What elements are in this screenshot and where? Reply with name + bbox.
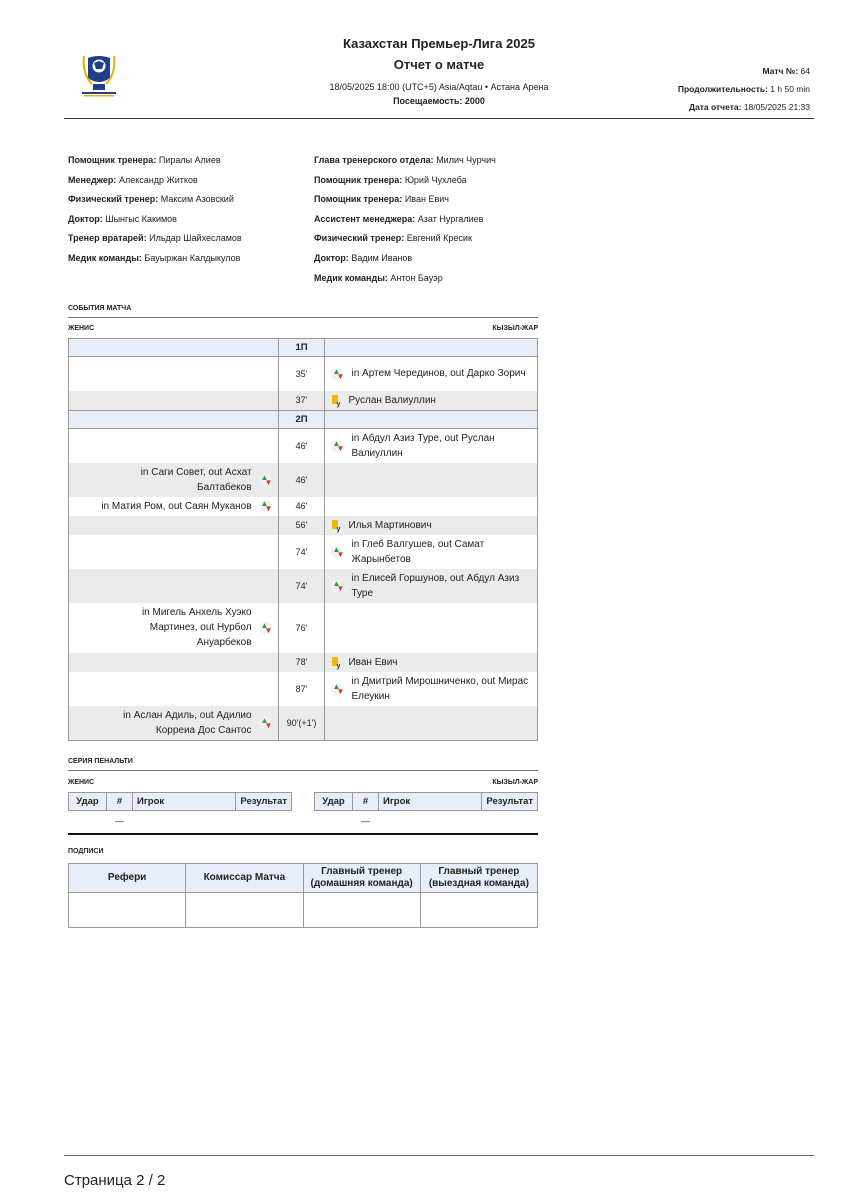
report-date-value: 18/05/2025 21:33 xyxy=(743,102,810,112)
event-minute: 37' xyxy=(278,391,325,411)
event-minute: 46' xyxy=(278,497,325,516)
half-label: 2П xyxy=(278,410,325,428)
staff-item xyxy=(68,171,242,191)
col-player: Игрок xyxy=(379,793,482,811)
staff-name: Пиралы Алиев xyxy=(158,155,221,165)
empty-cell xyxy=(133,811,236,831)
staff-name: Ильдар Шайхесламов xyxy=(149,233,242,244)
signature-box xyxy=(420,893,537,928)
staff-role: Помощник тренера: xyxy=(68,155,157,165)
home-staff-list xyxy=(68,151,242,269)
duration-value: 1 h 50 min xyxy=(770,84,810,94)
empty-marker: — xyxy=(115,815,124,826)
substitution-icon: ▲ ▼ xyxy=(332,438,345,453)
match-number-label: Матч №: xyxy=(762,66,799,76)
sig-away-coach xyxy=(420,864,537,893)
event-away xyxy=(325,428,538,463)
event-home xyxy=(69,535,279,569)
report-date xyxy=(678,98,810,116)
empty-cell xyxy=(69,811,107,831)
event-text: Илья Мартинович xyxy=(348,519,432,531)
divider xyxy=(68,770,538,771)
staff-name: Евгений Кресик xyxy=(406,233,472,244)
event-away xyxy=(325,516,538,535)
staff-name: Шынгыс Какимов xyxy=(105,213,177,224)
col-result: Результат xyxy=(482,793,538,811)
event-row xyxy=(69,706,538,741)
divider xyxy=(68,317,538,318)
signatures-header-row xyxy=(69,864,538,893)
substitution-icon: ▲ ▼ xyxy=(332,366,345,381)
staff-item xyxy=(314,151,496,171)
event-home xyxy=(69,428,279,463)
event-home xyxy=(69,672,279,706)
half-label: 1П xyxy=(278,339,325,357)
attendance: Посещаемость: 2000 xyxy=(393,96,485,106)
event-home xyxy=(69,569,279,603)
event-away xyxy=(325,672,538,706)
event-row xyxy=(69,569,538,603)
col-shot: Удар xyxy=(315,793,353,811)
event-row xyxy=(69,497,538,516)
event-home xyxy=(69,357,279,391)
substitution-icon: ▲ ▼ xyxy=(260,472,273,487)
staff-role: Глава тренерского отдела: xyxy=(314,155,434,165)
half-header-away xyxy=(325,339,538,357)
event-minute: 74' xyxy=(278,569,325,603)
staff-role: Менеджер: xyxy=(68,174,117,185)
event-minute: 74' xyxy=(278,535,325,569)
event-minute: 90'(+1') xyxy=(278,706,325,741)
event-away xyxy=(325,706,538,741)
event-row xyxy=(69,535,538,569)
event-row xyxy=(69,463,538,497)
event-away xyxy=(325,535,538,569)
event-away xyxy=(325,391,538,411)
penalties-header-row xyxy=(69,793,292,811)
event-minute: 56' xyxy=(278,516,325,535)
staff-name: Азат Нургалиев xyxy=(417,213,484,224)
empty-cell xyxy=(236,811,292,831)
staff-item xyxy=(314,190,496,210)
penalties-team-row xyxy=(68,779,538,786)
event-minute: 46' xyxy=(278,428,325,463)
away-staff-list xyxy=(314,151,496,288)
event-text: in Глеб Валгушев, out Самат Жарынбетов xyxy=(351,538,485,565)
header-meta xyxy=(678,62,810,116)
col-player: Игрок xyxy=(133,793,236,811)
event-away xyxy=(325,463,538,497)
event-text: in Елисей Горшунов, out Абдул Азиз Туре xyxy=(351,572,520,599)
empty-marker: — xyxy=(361,815,370,826)
event-row xyxy=(69,391,538,411)
sig-home-coach xyxy=(303,864,420,893)
half-header-away xyxy=(325,410,538,428)
signature-box xyxy=(303,893,420,928)
divider xyxy=(68,833,538,835)
penalties-empty-row xyxy=(315,811,538,831)
substitution-icon: ▲ ▼ xyxy=(332,544,345,559)
events-section-title: СОБЫТИЯ МАТЧА xyxy=(68,305,132,312)
signatures-blank-row xyxy=(69,893,538,928)
substitution-icon: ▲ ▼ xyxy=(332,578,345,593)
staff-item xyxy=(314,229,496,249)
event-away xyxy=(325,603,538,653)
event-text: Иван Евич xyxy=(348,656,398,668)
event-home xyxy=(69,706,279,741)
event-row xyxy=(69,516,538,535)
event-minute: 35' xyxy=(278,357,325,391)
substitution-icon: ▲ ▼ xyxy=(260,499,273,513)
signature-box xyxy=(186,893,303,928)
staff-role: Медик команды: xyxy=(68,252,142,263)
event-away xyxy=(325,357,538,391)
penalties-empty-row xyxy=(69,811,292,831)
event-home xyxy=(69,463,279,497)
event-row xyxy=(69,357,538,391)
event-home xyxy=(69,603,279,653)
sig-referee: Рефери xyxy=(69,864,186,893)
event-text: in Дмитрий Мирошниченко, out Мирас Елеукин xyxy=(351,675,529,702)
datetime-venue: 18/05/2025 18:00 (UTC+5) Asia/Aqtau • Астана Арена xyxy=(329,82,549,92)
staff-role: Медик команды: xyxy=(314,272,388,283)
report-date-label: Дата отчета: xyxy=(688,102,742,112)
col-number: # xyxy=(107,793,133,811)
page-number: Страница 2 / 2 xyxy=(64,1172,166,1189)
events-team-row xyxy=(68,325,538,332)
event-text: in Аслан Адиль, out Адилио Корреиа Дос Сантос xyxy=(123,709,252,736)
home-penalties-table xyxy=(68,792,292,831)
staff-item xyxy=(314,171,496,191)
col-result: Результат xyxy=(236,793,292,811)
staff-name: Бауыржан Калдыкулов xyxy=(144,252,241,263)
sig-away-coach-line1: Главный тренер xyxy=(438,866,520,877)
events-table xyxy=(68,338,538,741)
event-minute: 76' xyxy=(278,603,325,653)
event-away xyxy=(325,653,538,672)
match-number-value: 64 xyxy=(800,66,810,76)
staff-item xyxy=(68,190,242,210)
staff-name: Иван Евич xyxy=(404,194,449,205)
event-home xyxy=(69,653,279,672)
sig-away-coach-line2: (выездная команда) xyxy=(428,878,529,889)
half-header-home xyxy=(69,410,279,428)
yellow-card-icon xyxy=(331,520,340,531)
staff-item xyxy=(314,269,496,289)
staff-name: Александр Житков xyxy=(118,174,198,185)
staff-name: Вадим Иванов xyxy=(351,252,413,263)
signatures-table xyxy=(68,863,538,928)
signatures-section-title: ПОДПИСИ xyxy=(68,848,104,855)
staff-role: Физический тренер: xyxy=(68,194,159,205)
signature-box xyxy=(69,893,186,928)
event-text: in Матия Ром, out Саян Муканов xyxy=(101,500,252,512)
staff-role: Физический тренер: xyxy=(314,233,405,244)
event-home xyxy=(69,497,279,516)
substitution-icon: ▲ ▼ xyxy=(260,620,273,635)
staff-role: Доктор: xyxy=(68,213,103,224)
staff-item xyxy=(68,210,242,230)
event-minute: 87' xyxy=(278,672,325,706)
event-text: in Мигель Анхель Хуэко Мартинез, out Нурбол Ануарбеков xyxy=(141,607,252,648)
staff-name: Юрий Чухлеба xyxy=(404,174,467,185)
half-header-home xyxy=(69,339,279,357)
staff-item xyxy=(68,229,242,249)
event-row xyxy=(69,653,538,672)
away-team-name: КЫЗЫЛ-ЖАР xyxy=(492,779,538,786)
half-header xyxy=(69,339,538,357)
substitution-icon: ▲ ▼ xyxy=(332,681,345,696)
report-subtitle: Отчет о матче xyxy=(393,57,485,72)
staff-item xyxy=(68,151,242,171)
substitution-icon: ▲ ▼ xyxy=(260,715,273,730)
sig-home-coach-line1: Главный тренер xyxy=(321,866,403,877)
empty-cell xyxy=(315,811,353,831)
report-header xyxy=(64,30,814,119)
staff-name: Антон Бауэр xyxy=(390,272,443,283)
event-minute: 78' xyxy=(278,653,325,672)
event-home xyxy=(69,516,279,535)
empty-cell xyxy=(379,811,482,831)
match-number xyxy=(678,62,810,80)
event-away xyxy=(325,497,538,516)
event-row xyxy=(69,428,538,463)
event-text: in Артем Черединов, out Дарко Зорич xyxy=(351,368,526,380)
empty-cell xyxy=(482,811,538,831)
event-home xyxy=(69,391,279,411)
footer-divider xyxy=(64,1155,814,1156)
duration xyxy=(678,80,810,98)
home-team-name: ЖЕНИС xyxy=(68,779,95,786)
event-minute: 46' xyxy=(278,463,325,497)
penalties-header-row xyxy=(315,793,538,811)
col-number: # xyxy=(353,793,379,811)
staff-role: Доктор: xyxy=(314,252,349,263)
half-header xyxy=(69,410,538,428)
sig-home-coach-line2: (домашняя команда) xyxy=(310,878,413,889)
event-text: Руслан Валиуллин xyxy=(348,394,436,406)
staff-item xyxy=(68,249,242,269)
staff-role: Помощник тренера: xyxy=(314,174,403,185)
yellow-card-icon xyxy=(331,395,340,406)
yellow-card-icon xyxy=(331,657,340,668)
col-shot: Удар xyxy=(69,793,107,811)
event-row xyxy=(69,672,538,706)
staff-role: Помощник тренера: xyxy=(314,194,403,205)
away-penalties-table xyxy=(314,792,538,831)
home-team-name: ЖЕНИС xyxy=(68,325,95,332)
staff-item xyxy=(314,249,496,269)
duration-label: Продолжительность: xyxy=(677,84,768,94)
event-row xyxy=(69,603,538,653)
event-text: in Абдул Азиз Туре, out Руслан Валиуллин xyxy=(351,432,495,459)
staff-role: Ассистент менеджера: xyxy=(314,213,416,224)
event-text: in Саги Совет, out Асхат Балтабеков xyxy=(140,466,252,493)
staff-name: Милич Чурчич xyxy=(436,155,496,165)
away-team-name: КЫЗЫЛ-ЖАР xyxy=(492,325,538,332)
penalties-section-title: СЕРИЯ ПЕНАЛЬТИ xyxy=(68,758,133,765)
event-away xyxy=(325,569,538,603)
staff-item xyxy=(314,210,496,230)
staff-name: Максим Азовский xyxy=(160,194,234,205)
sig-commissioner: Комиссар Матча xyxy=(186,864,303,893)
league-title: Казахстан Премьер-Лига 2025 xyxy=(343,36,535,51)
staff-role: Тренер вратарей: xyxy=(68,233,147,244)
